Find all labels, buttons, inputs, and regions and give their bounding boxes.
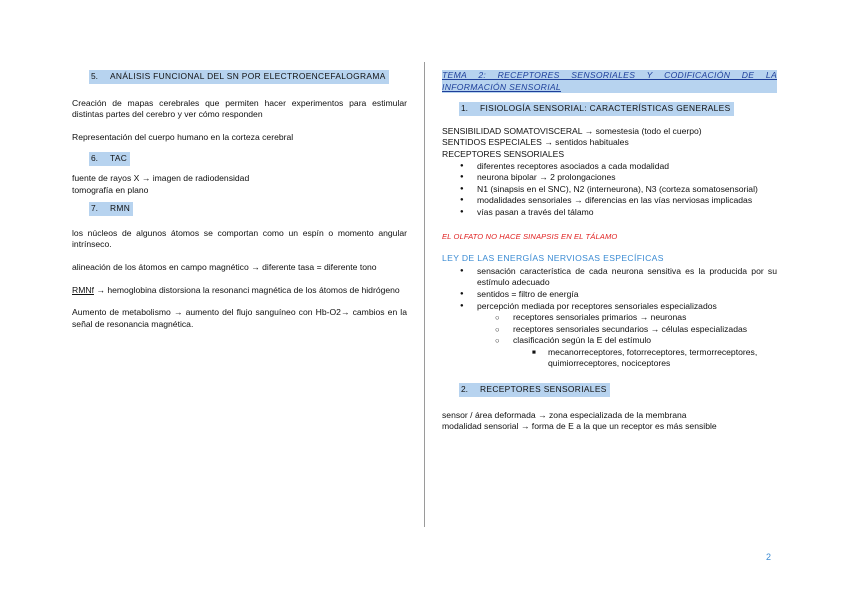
list-item: ● diferentes receptores asociados a cada modalidad [442,161,777,173]
section-heading-rmn [89,202,407,216]
list-item: ○ receptores sensoriales primarios → neuronas [442,312,777,324]
section-number: 7. [89,202,110,216]
list-item: ● N1 (sinapsis en el SNC), N2 (interneurona), N3 (corteza somatosensorial) [442,184,777,196]
olfato-note: EL OLFATO NO HACE SINAPSIS EN EL TÁLAMO [442,231,618,241]
section-number: 2. [459,383,480,397]
section-title: TAC [110,152,130,166]
left-column [72,70,407,341]
paragraph-alineacion: alineación de los átomos en campo magnético → diferente tasa = diferente tono [72,261,377,272]
list-item: ● neurona bipolar → 2 prolongaciones [442,172,777,184]
section-title: ANÁLISIS FUNCIONAL DEL SN POR ELECTROENCEFALOGRAMA [110,70,389,84]
right-column [442,70,777,433]
rmnf-term: RMNf [72,284,94,295]
text-line: RECEPTORES SENSORIALES [442,148,565,159]
section-number: 6. [89,152,110,166]
section-heading-eeg [89,70,407,84]
text-line: SENSIBILIDAD SOMATOVISCERAL → somestesia (todo el cuerpo) [442,125,702,136]
receptores-list [442,161,777,219]
section-title: RECEPTORES SENSORIALES [480,383,610,397]
paragraph-representacion: Representación del cuerpo humano en la corteza cerebral [72,131,294,142]
section-heading-fisiologia [459,102,777,116]
tac-line: tomografía en plano [72,184,149,195]
list-item: ● percepción mediada por receptores sensoriales especializados [442,301,777,313]
section-number: 1. [459,102,480,116]
section-title: FISIOLOGÍA SENSORIAL: CARACTERÍSTICAS GENERALES [480,102,734,116]
section-title: RMN [110,202,133,216]
list-item: ● sentidos = filtro de energía [442,289,777,301]
section-heading-receptores [459,383,777,397]
paragraph-mapas: Creación de mapas cerebrales que permiten hacer experimentos para estimular distintas partes del cerebro y ver cómo responden [72,97,407,120]
list-item: ○ receptores sensoriales secundarios → células especializadas [442,324,777,336]
section-heading-tac [89,152,407,166]
tac-block [72,173,407,196]
text-line: SENTIDOS ESPECIALES → sentidos habituales [442,137,629,148]
ley-sublist [442,312,777,347]
ley-title: LEY DE LAS ENERGÍAS NERVIOSAS ESPECÍFICAS [442,253,664,264]
theme-title: TEMA 2: RECEPTORES SENSORIALES Y CODIFICACIÓN DE LA INFORMACIÓN SENSORIAL [442,70,777,92]
list-item: ○ clasificación según la E del estímulo [442,335,777,347]
ley-subsublist [442,347,777,370]
tac-line: fuente de rayos X → imagen de radiodensidad [72,172,250,183]
sensibilidad-block [442,126,777,161]
paragraph-rmnf [72,285,407,297]
rmnf-text: → hemoglobina distorsiona la resonanci magnética de los átomos de hidrógeno [93,284,400,295]
list-item: ● sensación característica de cada neurona sensitiva es la producida por su estímulo adecuado [442,266,777,289]
section-number: 5. [89,70,110,84]
receptores-block [442,410,777,433]
ley-list [442,266,777,312]
paragraph-nucleos: los núcleos de algunos átomos se comportan como un espín o momento angular intrínseco. [72,227,407,250]
list-item: ● modalidades sensoriales → diferencias en las vías nerviosas implicadas [442,195,777,207]
text-line: sensor / área deformada → zona especializada de la membrana [442,409,687,420]
text-line: modalidad sensorial → forma de E a la que un receptor es más sensible [442,421,717,432]
page-number: 2 [766,552,772,562]
list-item: ■ mecanorreceptores, fotorreceptores, termorreceptores, quimiorreceptores, nociceptores [442,347,777,370]
list-item: ● vías pasan a través del tálamo [442,207,777,219]
column-divider [424,62,425,527]
paragraph-metabolismo: Aumento de metabolismo → aumento del flujo sanguíneo con Hb-O2→ cambios en la señal de resonancia magnética. [72,307,407,329]
